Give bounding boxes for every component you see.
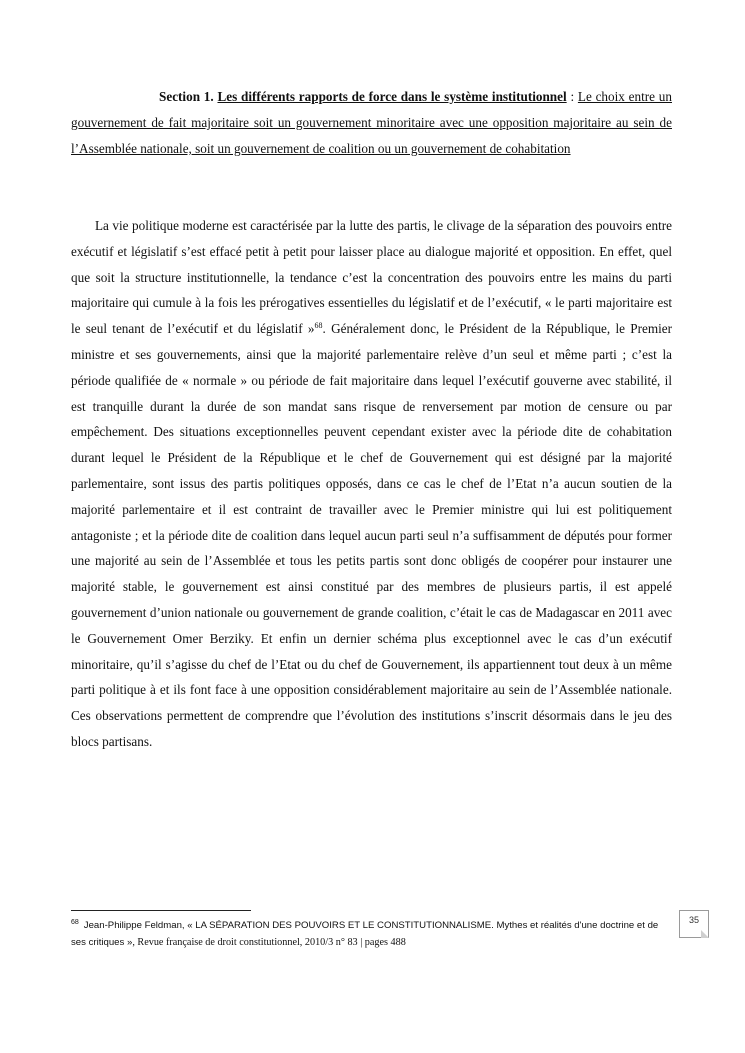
section-title: Les différents rapports de force dans le système institutionnel — [217, 89, 567, 104]
page-number: 35 — [688, 915, 699, 925]
section-heading — [71, 84, 672, 162]
footnote-number: 68 — [71, 919, 79, 926]
heading-separator: : — [566, 89, 578, 104]
page-number-badge — [679, 910, 709, 938]
footnote-citation-source: , Revue française de droit constitutionnel, 2010/3 n° 83 | pages 488 — [132, 937, 406, 948]
footnote — [71, 917, 671, 951]
section-label: Section 1. — [159, 89, 214, 104]
footnote-reference[interactable]: 68 — [314, 321, 323, 331]
footnote-citation-title: Jean-Philippe Feldman, « LA SÉPARATION DES POUVOIRS ET LE CONSTITUTIONNALISME. Mythes et réalités d'une doctrine et de ses critiques » — [71, 920, 659, 948]
body-paragraph — [71, 213, 672, 755]
body-text-part2: . Généralement donc, le Président de la République, le Premier ministre et ses gouvernements, ainsi que la majorité parlementaire relève d’un seul et même parti ; c’est la période qualifiée de « normale » ou période de fait majoritaire dans lequel l’exécutif gouverne avec stabilité, il est tranquille durant la durée de son mandat sans risque de renversement par motion de censure ou par empêchement. Des situations exceptionnelles peuvent cependant exister avec la période dite de cohabitation durant lequel le Président de la République et le chef de Gouvernement qui est désigné par la majorité parlementaire, sont issus des partis politiques opposés, dans ce cas le chef de l’Etat n’a aucun soutien de la majorité parlementaire et il est contraint de travailler avec le Premier ministre qui lui est politiquement antagoniste ; et la période dite de coalition dans lequel aucun parti seul n’a suffisamment de députés pour former une majorité au sein de l’Assemblée et tous les petits partis sont donc obligés de coopérer pour instaurer une majorité stable, le gouvernement est ainsi constitué par des membres de plusieurs partis, il est appelé gouvernement d’union nationale ou gouvernement de grande coalition, c’était le cas de Madagascar en 2011 avec le Gouvernement Omer Berziky. Et enfin un dernier schéma plus exceptionnel avec le cas d’un exécutif minoritaire, qu’il s’agisse du chef de l’Etat ou du chef de Gouvernement, ils appartiennent tout deux à un même parti politique à et ils font face à une opposition considérablement majoritaire au sein de l’Assemblée nationale. Ces observations permettent de comprendre que l’évolution des institutions s’inscrit désormais dans le jeu des blocs partisans. — [71, 321, 672, 749]
body-text-part1: La vie politique moderne est caractérisée par la lutte des partis, le clivage de la séparation des pouvoirs entre exécutif et législatif s’est effacé petit à petit pour laisser place au dialogue majorité et opposition. En effet, quel que soit la structure institutionnelle, la tendance c’est la concentration des pouvoirs entre les mains du parti majoritaire qui cumule à la fois les prérogatives essentielles du législatif et de l’exécutif, « le parti majoritaire est le seul tenant de l’exécutif et du législatif » — [71, 218, 672, 337]
footnote-divider — [71, 910, 251, 911]
section-subtitle: Le choix entre un gouvernement de fait majoritaire soit un gouvernement minoritaire avec une opposition majoritaire au sein de l’Assemblée nationale, soit un gouvernement de coalition ou un gouvernement de cohabitation — [71, 89, 672, 156]
page-curl-icon — [701, 930, 709, 938]
